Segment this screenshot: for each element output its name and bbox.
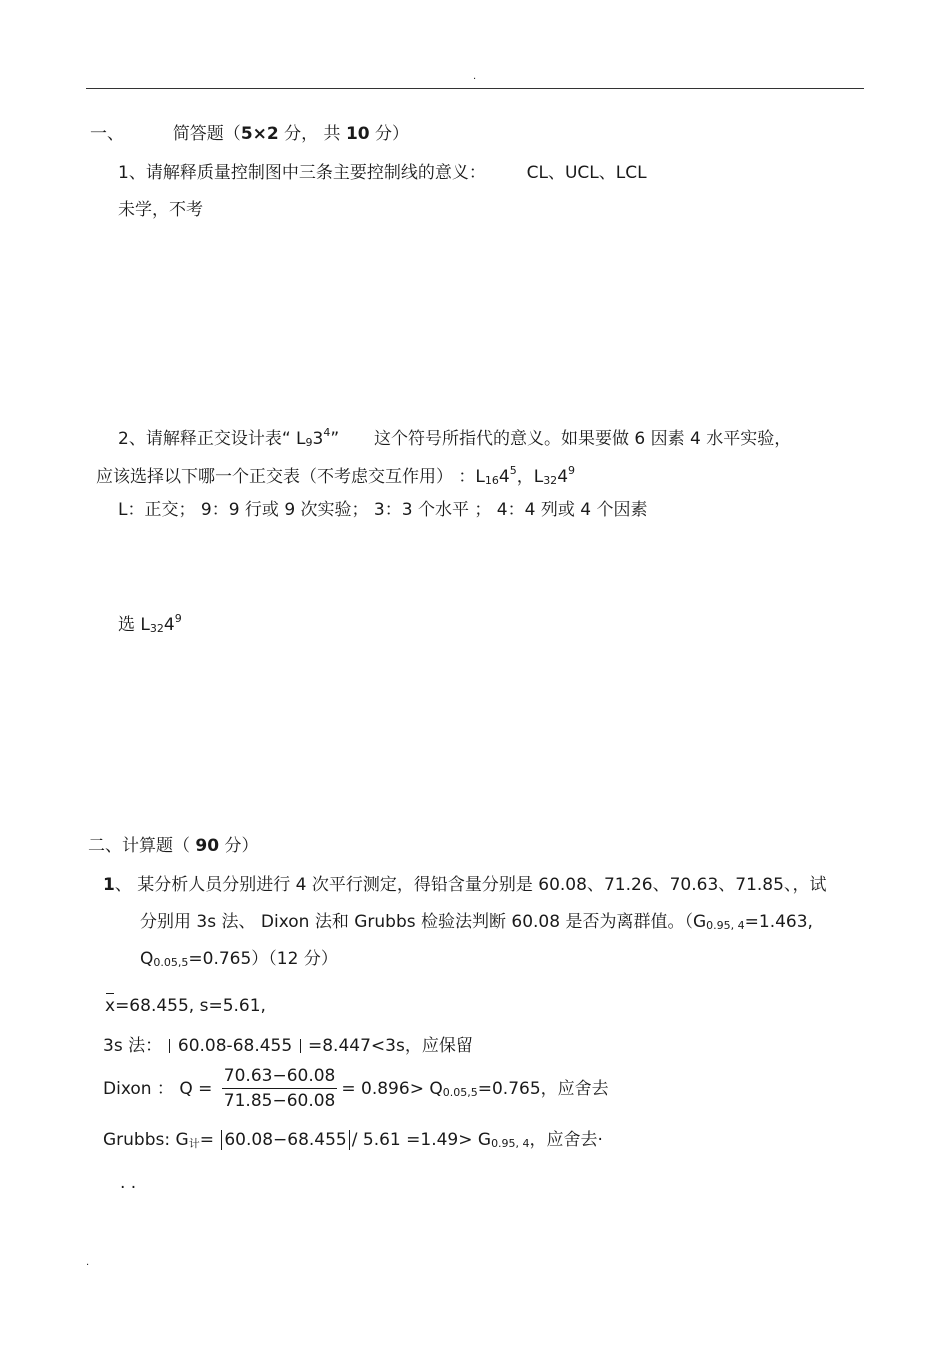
s2-q1-line1: [103, 877, 826, 894]
s2-grubbs-conclusion: ，应舍去·: [529, 1130, 603, 1150]
s1-q2-line2-a: 应该选择以下哪一个正交表（不考虑交互作用） ：L: [96, 467, 485, 487]
s1-q2-answer-sub: 32: [149, 622, 164, 635]
s1-q2-answer-sup: 9: [174, 612, 182, 625]
section1-number: 一、: [90, 124, 124, 144]
s2-grubbs-eq: =: [199, 1130, 214, 1150]
s2-3s-expr: 60.08-68.455: [177, 1036, 293, 1056]
s2-3s-method: [103, 1038, 473, 1055]
dixon-denominator: 71.85−60.08: [223, 1091, 336, 1111]
s2-q1-line2-a: 分别用 3s 法、 Dixon 法和 Grubbs 检验法判断 60.08 是否为离群值。（G: [140, 912, 707, 932]
s1-q2-line1-a: 2、请解释正交设计表“ L: [118, 429, 306, 449]
s2-grubbs-label: Grubbs: G: [103, 1130, 189, 1150]
s2-q1-line2-b: =1.463,: [744, 912, 813, 932]
section2-end: 分）: [224, 836, 259, 856]
s1-q2-line1-sup: 4: [323, 426, 331, 439]
s1-q2-line2-base1: 4: [498, 467, 510, 487]
s1-q2-line2-sub1: 16: [484, 474, 499, 487]
grubbs-abs-right: [349, 1130, 350, 1150]
s2-q1-line3: [140, 951, 338, 968]
s1-q2-line2-sub2: 32: [543, 474, 558, 487]
corner-dot: .: [86, 1257, 90, 1268]
section2-title: 二、计算题（: [88, 836, 190, 856]
section1-mid: 分， 共: [284, 124, 341, 144]
s2-dixon-result-a: = 0.896> Q: [341, 1079, 443, 1099]
s1-q1-question: 1、请解释质量控制图中三条主要控制线的意义：: [118, 163, 486, 183]
s2-dixon-result-b: =0.765，应舍去: [477, 1079, 609, 1099]
s2-q1-line3-b: =0.765）（12 分）: [188, 949, 338, 969]
s2-3s-result: =8.447<3s，应保留: [308, 1036, 473, 1056]
s2-q1-line2: [140, 914, 813, 931]
s2-grubbs-result: / 5.61 =1.49> G: [351, 1130, 492, 1150]
s2-dixon-sub: 0.05,5: [442, 1086, 478, 1099]
section1-heading: [90, 126, 409, 143]
s2-mean-values: =68.455, s=5.61,: [115, 996, 266, 1016]
s2-dixon: [103, 1068, 609, 1110]
dixon-fraction: [222, 1068, 338, 1110]
s2-mean: [105, 998, 266, 1015]
s1-q1-terms: CL、UCL、LCL: [526, 163, 647, 183]
s1-q2-answer-a: 选 L: [118, 615, 150, 635]
s1-q2-line2-base2: 4: [557, 467, 569, 487]
top-dot: .: [473, 71, 477, 82]
s2-q1-line3-a: Q: [140, 949, 154, 969]
dixon-numerator: 70.63−60.08: [222, 1068, 338, 1089]
abs-bar-left: [169, 1039, 170, 1053]
s1-q2-line1-base: 3: [312, 429, 324, 449]
s1-q1-answer: 未学，不考: [118, 200, 203, 220]
header-rule: [86, 88, 864, 89]
s2-dots: . .: [120, 1173, 137, 1193]
s1-q2-line2-sup2: 9: [568, 464, 576, 477]
section1-score: 5×2: [240, 124, 279, 144]
s1-q2-answer-base: 4: [163, 615, 175, 635]
s1-q2-line1-c: 这个符号所指代的意义。如果要做 6 因素 4 水平实验，: [373, 429, 792, 449]
s2-grubbs-abs: 60.08−68.455: [224, 1130, 347, 1150]
s2-grubbs-sub2: 0.95, 4: [491, 1137, 530, 1150]
s1-q2-line1-b: ”: [330, 429, 340, 449]
s1-q2-answer: [118, 613, 182, 634]
s2-q1-line1-text: 、 某分析人员分别进行 4 次平行测定，得铅含量分别是 60.08、71.26、70.63、71.85、，试: [114, 875, 827, 895]
s1-q2-line1-sub: 9: [305, 436, 313, 449]
s1-q2-line2-mid: ，L: [516, 467, 544, 487]
grubbs-abs-left: [221, 1130, 222, 1150]
section1-title: 简答题（: [172, 124, 241, 144]
section1-total: 10: [345, 124, 370, 144]
s2-3s-label: 3s 法：: [103, 1036, 163, 1056]
section2-score: 90: [195, 836, 220, 856]
abs-bar-right: [300, 1039, 301, 1053]
s2-dixon-label: Dixon ： Q =: [103, 1079, 213, 1099]
s2-q1-line3-sub: 0.05,5: [153, 956, 189, 969]
s1-q1-text: [118, 165, 647, 182]
s2-q1-number: 1: [103, 875, 115, 895]
s2-grubbs: [103, 1130, 603, 1150]
s2-grubbs-sub1: 计: [188, 1137, 200, 1150]
s1-q2-line2-sup1: 5: [509, 464, 517, 477]
section1-end: 分）: [375, 124, 410, 144]
s1-q2-line2: [96, 465, 575, 486]
s1-q2-explain: L：正交； 9：9 行或 9 次实验； 3：3 个水平 ； 4：4 列或 4 个因素: [118, 500, 648, 520]
s1-q2-line1: [118, 427, 791, 448]
section2-heading: [88, 838, 258, 855]
x-bar-symbol: x: [105, 996, 116, 1016]
s2-q1-line2-sub: 0.95, 4: [706, 919, 745, 932]
